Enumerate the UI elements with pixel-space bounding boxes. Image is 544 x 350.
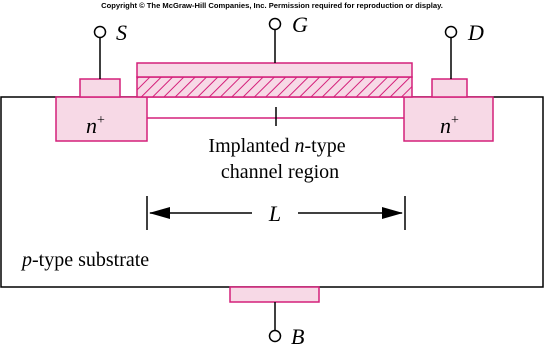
- length-label: L: [268, 201, 282, 226]
- source-terminal: [95, 27, 106, 38]
- channel-label-line1: Implanted n-type: [208, 135, 346, 157]
- gate-terminal: [270, 19, 281, 30]
- drain-terminal: [446, 27, 457, 38]
- source-contact: [80, 79, 120, 97]
- channel-label-line2: channel region: [220, 161, 340, 183]
- channel-region: [146, 97, 410, 118]
- gate-oxide: [137, 77, 412, 97]
- source-label: S: [116, 20, 127, 45]
- gate-label: G: [292, 12, 308, 37]
- n-plus-drain-label: n+: [440, 113, 459, 138]
- n-plus-source-label: n+: [86, 113, 105, 138]
- substrate-label: p-type substrate: [22, 249, 150, 271]
- body-label: B: [291, 324, 305, 349]
- drain-contact: [432, 79, 467, 97]
- copyright-notice: Copyright © The McGraw-Hill Companies, Inc. Permission required for reproduction or display.: [101, 1, 443, 10]
- body-terminal: [270, 331, 281, 342]
- drain-label: D: [468, 20, 484, 45]
- gate-electrode: [137, 63, 412, 77]
- body-contact: [230, 287, 319, 302]
